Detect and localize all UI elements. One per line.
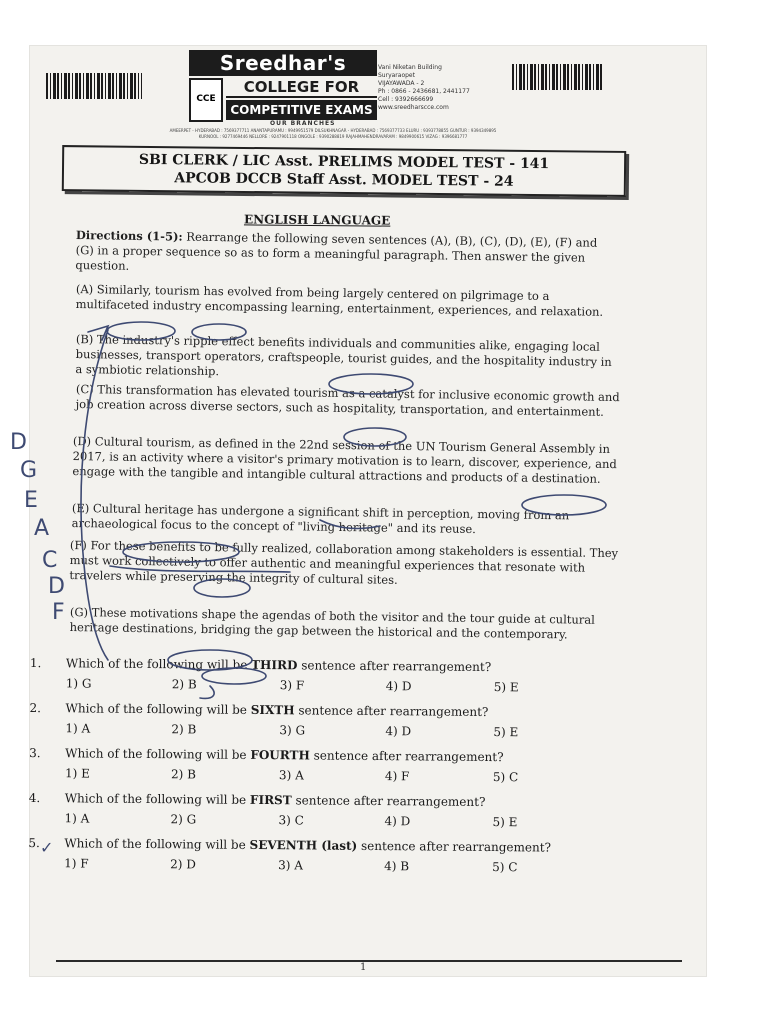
sentence-label: (B) <box>75 332 94 347</box>
option: 1) F <box>64 856 89 871</box>
question-text: Which of the following will be THIRD sentence after rearrangement? <box>65 656 492 675</box>
question-4 <box>28 791 668 842</box>
address-line: VIJAYAWADA - 2 <box>378 80 425 87</box>
logo-badge: CCE <box>189 78 223 122</box>
handwritten-letter: G <box>20 458 38 483</box>
handwritten-letter: D <box>10 430 27 455</box>
question-text: Which of the following will be FOURTH sentence after rearrangement? <box>65 746 504 765</box>
sentence-b <box>75 332 616 385</box>
sentence-text: Cultural tourism, as defined in the 22nd session of the UN Tourism General Assembly in 2017, is an activity where a visitor's primary motivation is to learn, discover, experience, and engage with the tangible and intangible cultural attractions and products of a destination. <box>72 434 617 486</box>
option: 3) F <box>279 678 305 693</box>
address-line: Ph : 0866 - 2436681, 2441177 <box>378 88 470 95</box>
option: 5) E <box>493 725 519 740</box>
directions <box>75 228 612 281</box>
question-text: Which of the following will be SEVENTH (last) sentence after rearrangement? <box>64 836 552 855</box>
question-text: Which of the following will be SIXTH sentence after rearrangement? <box>65 701 489 720</box>
sentence-label: (G) <box>69 605 89 620</box>
question-number: 3. <box>29 745 41 761</box>
option: 1) G <box>65 676 92 691</box>
question-number: 2. <box>29 700 42 716</box>
question-number: 4. <box>28 790 41 806</box>
option: 1) E <box>64 766 90 781</box>
handwritten-letter: D <box>48 574 65 599</box>
option: 2) B <box>170 767 196 782</box>
address-line: www.sreedharscce.com <box>378 104 449 111</box>
option: 2) G <box>170 812 197 827</box>
option: 4) D <box>385 724 412 739</box>
sentence-text: Similarly, tourism has evolved from being largely centered on pilgrimage to a multifaceted industry encompassing learning, entertainment, experiences, and relaxation. <box>75 282 604 319</box>
question-number: 1. <box>29 656 42 671</box>
address-line: Cell : 9392666699 <box>378 96 434 103</box>
address-line: Suryaraopet <box>378 72 415 79</box>
sentence-label: (E) <box>71 501 90 516</box>
option: 5) E <box>493 680 519 695</box>
sentence-label: (C) <box>75 382 94 397</box>
question-list <box>28 656 670 887</box>
branches-heading: OUR BRANCHES <box>270 120 336 127</box>
option: 2) D <box>170 857 197 872</box>
question-text: Which of the following will be FIRST sentence after rearrangement? <box>64 791 486 809</box>
tick-mark: ✓ <box>40 838 54 857</box>
question-2 <box>29 701 669 752</box>
question-number: 5. <box>28 835 40 851</box>
directions-text: Rearrange the following seven sentences (A), (B), (C), (D), (E), (F) and (G) in a proper sequence so as to form a meaningful paragraph. Then answer the given question. <box>75 229 598 273</box>
barcode-right <box>512 64 604 90</box>
option: 4) B <box>384 859 410 874</box>
option: 3) C <box>278 813 304 828</box>
option: 1) A <box>64 811 90 826</box>
logo-line-exams: COMPETITIVE EXAMS <box>226 100 377 120</box>
option: 2) B <box>171 722 197 737</box>
section-title: ENGLISH LANGUAGE <box>243 212 391 228</box>
option: 2) B <box>171 677 197 692</box>
option: 3) A <box>278 858 304 873</box>
sentence-label: (A) <box>75 282 94 297</box>
option: 3) G <box>279 723 306 738</box>
option: 4) D <box>384 814 411 829</box>
exam-title-line1: SBI CLERK / LIC Asst. PRELIMS MODEL TEST - 141 <box>138 151 550 173</box>
option: 4) D <box>385 679 412 694</box>
sentence-d <box>72 434 629 487</box>
address-line: Vani Niketan Building <box>378 64 442 71</box>
footer-rule <box>56 960 682 962</box>
sentence-text: These motivations shape the agendas of both the visitor and the tour guide at cultural heritage destinations, bridging the gap between the historical and the contemporary. <box>69 605 595 642</box>
question-1 <box>30 656 670 707</box>
option: 5) C <box>492 860 518 875</box>
logo-name: Sreedhar's <box>189 50 377 76</box>
option: 4) F <box>384 769 410 784</box>
institute-logo <box>189 50 377 122</box>
branches-list: AMEERPET - HYDERABAD : 7569377711 ANANTAPURAMU : 9949951579 DILSUKHNAGAR - HYDERABAD : 7569377733 ELURU : 9393778855 GUNTUR : 9394349895 KURNOOL : 9277469446 NELLORE : 9247901118 ONGOLE : 9390288819 RAJAHMAHENDRAVARAM : 9849900615 VIZAG : 9396681777 <box>169 128 497 139</box>
handwritten-letter: A <box>34 516 50 541</box>
institute-address <box>378 64 470 112</box>
directions-label: Directions (1-5): <box>75 228 183 244</box>
exam-title-line2: APCOB DCCB Staff Asst. MODEL TEST - 24 <box>174 170 514 190</box>
option: 1) A <box>65 721 91 736</box>
handwritten-letter: F <box>52 600 65 625</box>
sentence-label: (D) <box>72 434 92 449</box>
question-3 <box>29 746 669 797</box>
barcode-left <box>46 73 142 99</box>
sentence-text: For these benefits to be fully realized, collaboration among stakeholders is essential. They must work collectively to offer authentic and meaningful experiences that resonate with travelers while preserving the integrity of cultural sites. <box>69 538 619 587</box>
option: 3) A <box>278 768 304 783</box>
sentence-text: The industry's ripple effect benefits individuals and communities alike, engaging local businesses, transport operators, craftspeople, tourist guides, and the hospitality industry in a symbiotic relationship. <box>75 332 612 379</box>
handwritten-letter: C <box>42 548 58 573</box>
handwritten-letter: E <box>24 488 38 513</box>
sentence-f <box>69 538 632 591</box>
exam-title-box <box>62 145 626 197</box>
logo-line-college: COLLEGE FOR <box>226 78 377 98</box>
sentence-label: (F) <box>69 538 87 553</box>
page-number: 1 <box>360 962 367 973</box>
option: 5) E <box>492 815 518 830</box>
sentence-text: Cultural heritage has undergone a significant shift in perception, moving from an archaeological focus to the concept of "living heritage" and its reuse. <box>71 501 570 536</box>
sentence-text: This transformation has elevated tourism as a catalyst for inclusive economic growth and job creation across diverse sectors, such as hospitality, transportation, and entertainment. <box>75 382 620 419</box>
question-5 <box>28 836 668 887</box>
option: 5) C <box>492 770 519 785</box>
